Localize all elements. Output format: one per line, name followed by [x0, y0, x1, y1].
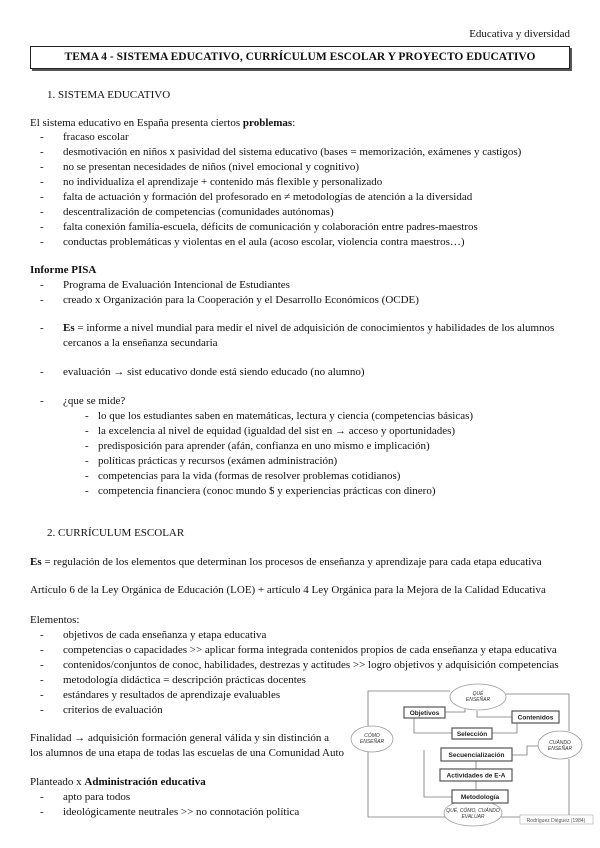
bullet-dash: -: [40, 146, 44, 158]
bullet-dash: -: [40, 206, 44, 218]
objetivos-label: Objetivos: [409, 710, 440, 717]
intro-end: :: [292, 117, 296, 129]
que-ensenar-label: QUÉ: [472, 691, 484, 697]
citation-label: Rodríguez Diéguez (1984): [526, 818, 586, 824]
bullet-dash: -: [85, 470, 89, 482]
problem-item: fracaso escolar: [63, 131, 129, 143]
bullet-dash: -: [40, 161, 44, 173]
bullet-dash: -: [40, 322, 44, 334]
cuando-ensenar-label: CUÁNDO: [549, 740, 571, 746]
cuando-ensenar-label-2: ENSEÑAR: [547, 746, 573, 752]
bullet-dash: -: [40, 395, 44, 407]
bullet-dash: -: [85, 440, 89, 452]
actividades-label: Actividades de E-A: [446, 772, 506, 780]
bullet-dash: -: [40, 689, 44, 701]
problem-item: falta de actuación y formación del profesorado en ≠ metodologías de atención a la diversidad: [63, 191, 473, 203]
problem-item: desmotivación en niños x pasividad del sistema educativo (bases = memorización, exámenes y castigos): [63, 146, 522, 158]
finalidad-line-2: los alumnos de una etapa de todas las escuelas de una Comunidad Auto: [30, 747, 345, 759]
finalidad-line-1: Finalidad → adquisición formación general válida y sin distinción a: [30, 732, 330, 744]
articulo-line: Artículo 6 de la Ley Orgánica de Educación (LOE) + artículo 4 Ley Orgánica para la Mejora de la Calidad Educativa: [30, 584, 546, 596]
bullet-dash: -: [40, 191, 44, 203]
measure-item: la excelencia al nivel de equidad (igualdad del sist en → acceso y oportunidades): [98, 425, 456, 437]
bullet-dash: -: [40, 279, 44, 291]
bullet-dash: -: [40, 806, 44, 818]
bullet-dash: -: [40, 791, 44, 803]
bullet-dash: -: [40, 366, 44, 378]
bullet-dash: -: [40, 176, 44, 188]
elemento-item: contenidos/conjuntos de conoc, habilidades, destrezas y actitudes >> logro objetivos y adquisición competencias: [63, 659, 559, 671]
bullet-dash: -: [40, 704, 44, 716]
measure-item: políticas prácticas y recursos (exámen administración): [98, 455, 338, 467]
problem-item: no individualiza el aprendizaje + contenido más flexible y personalizado: [63, 176, 383, 188]
elementos-heading: Elementos:: [30, 614, 80, 626]
pisa-item: creado x Organización para la Cooperación y el Desarrollo Económicos (OCDE): [63, 294, 419, 306]
bullet-dash: -: [85, 425, 89, 437]
pisa-item: Programa de Evaluación Intencional de Estudiantes: [63, 279, 290, 291]
es-text: = informe a nivel mundial para medir el nivel de adquisición de conocimientos y habilidades de los alumnos: [74, 322, 555, 334]
problem-item: descentralización de competencias (comunidades autónomas): [63, 206, 334, 218]
section-1-heading: 1. SISTEMA EDUCATIVO: [47, 89, 171, 101]
que-ensenar-label-2: ENSEÑAR: [465, 697, 491, 703]
bullet-dash: -: [40, 294, 44, 306]
measure-item: predisposición para aprender (afán, confianza en uno mismo e implicación): [98, 440, 430, 452]
pisa-question: ¿que se mide?: [63, 395, 126, 407]
problem-item: no se presentan necesidades de niños (nivel emocional y cognitivo): [63, 161, 359, 173]
running-header: Educativa y diversidad: [469, 28, 570, 40]
elemento-item: objetivos de cada enseñanza y etapa educativa: [63, 629, 267, 641]
secuencializacion-label: Secuencialización: [448, 752, 505, 759]
bullet-dash: -: [40, 221, 44, 233]
es-text: = regulación de los elementos que determinan los procesos de enseñanza y aprendizaje para cada etapa educativa: [41, 556, 542, 568]
contenidos-label: Contenidos: [517, 714, 554, 722]
elemento-item: criterios de evaluación: [63, 704, 163, 716]
seleccion-label: Selección: [456, 731, 488, 738]
measure-item: competencia financiera (conoc mundo $ y experiencias prácticas con dinero): [98, 485, 436, 497]
measure-item: competencias para la vida (formas de resolver problemas cotidianos): [98, 470, 401, 482]
es-label: Es: [30, 556, 42, 568]
pisa-evaluacion: evaluación → sist educativo donde está siendo educado (no alumno): [63, 366, 365, 378]
bullet-dash: -: [40, 659, 44, 671]
document-title: TEMA 4 - SISTEMA EDUCATIVO, CURRÍCULUM ESCOLAR Y PROYECTO EDUCATIVO: [30, 46, 570, 69]
bullet-dash: -: [40, 674, 44, 686]
intro-bold: problemas: [242, 117, 293, 129]
como-ensenar-label-2: ENSEÑAR: [359, 739, 385, 745]
bullet-dash: -: [40, 629, 44, 641]
planteado-item: ideológicamente neutrales >> no connotación política: [63, 806, 300, 818]
bullet-dash: -: [85, 410, 89, 422]
planteado-item: apto para todos: [63, 791, 131, 803]
pisa-es-line-2: cercanos a la enseñanza secundaria: [63, 337, 218, 349]
measure-item: lo que los estudiantes saben en matemáticas, lectura y ciencia (competencias básicas): [98, 410, 474, 422]
elemento-item: competencias o capacidades >> aplicar forma integrada contenidos propios de cada enseñanza y etapa educativa: [63, 644, 557, 656]
evaluar-label: QUÉ, CÓMO, CUÁNDO: [446, 808, 500, 814]
pisa-heading: Informe PISA: [30, 264, 97, 276]
problem-item: conductas problemáticas y violentas en el aula (acoso escolar, violencia contra maestros…): [63, 236, 465, 248]
section-2-heading: 2. CURRÍCULUM ESCOLAR: [47, 527, 185, 539]
bullet-dash: -: [85, 455, 89, 467]
bullet-dash: -: [40, 236, 44, 248]
intro-text: El sistema educativo en España presenta ciertos: [30, 117, 243, 129]
bullet-dash: -: [40, 644, 44, 656]
como-ensenar-label: CÓMO: [364, 733, 380, 739]
elemento-item: metodología didáctica = descripción prácticas docentes: [63, 674, 306, 686]
problem-item: falta conexión familia-escuela, déficits de comunicación y colaboración entre padres-maestros: [63, 221, 478, 233]
planteado-text: Planteado x: [30, 776, 85, 788]
metodologia-label: Metodología: [460, 794, 500, 801]
planteado-bold: Administración educativa: [84, 776, 206, 788]
elemento-item: estándares y resultados de aprendizaje evaluables: [63, 689, 281, 701]
bullet-dash: -: [85, 485, 89, 497]
bullet-dash: -: [40, 131, 44, 143]
es-label: Es: [63, 322, 75, 334]
evaluar-label-2: EVALUAR: [461, 814, 485, 820]
